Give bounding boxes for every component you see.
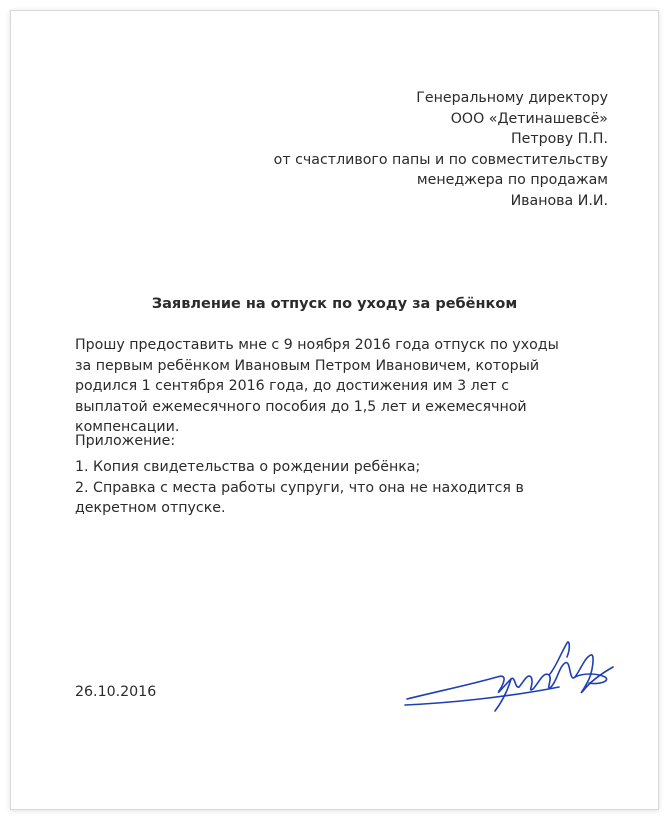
request-paragraph: Прошу предоставить мне с 9 ноября 2016 года отпуск по уходы за первым ребёнком Ивановым Петром Ивановичем, который родился 1 сентября 2016 года, до достижения им 3 лет с выплатой ежемесячного пособия до 1,5 лет и ежемесячной компенсации. [75,337,559,436]
addressee-line-2: ООО «Детинашевсё» [450,110,608,127]
addressee-line-6: Иванова И.И. [510,192,608,209]
attachment-item-2: 2. Справка с места работы супруги, что она не находится в декретном отпуске. [75,479,524,517]
addressee-line-4: от счастливого папы и по совместительству [273,151,608,168]
signature-icon [399,633,624,733]
document-page [10,10,659,810]
addressee-line-5: менеджера по продажам [416,172,608,189]
addressee-line-1: Генеральному директору [416,90,608,106]
document-date: 26.10.2016 [75,684,157,700]
attachment-list [75,457,595,519]
addressee-line-3: Петрову П.П. [511,131,608,148]
document-title: Заявление на отпуск по уходу за ребёнком [151,296,518,312]
attachment-heading: Приложение: [75,433,176,449]
attachment-item-1: 1. Копия свидетельства о рождении ребёнка; [75,459,421,475]
addressee-block [274,88,608,212]
